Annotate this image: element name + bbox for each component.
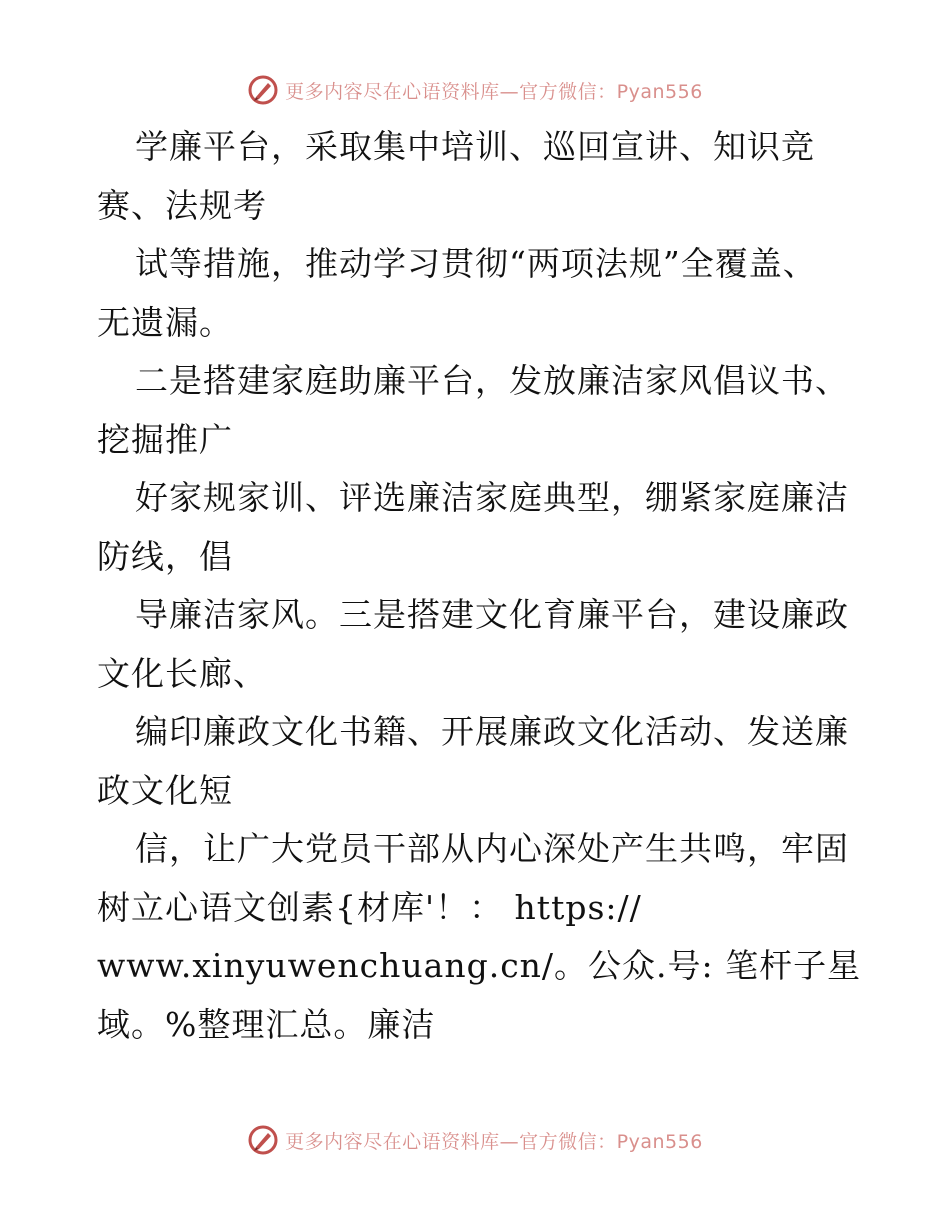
footer-banner-text: 更多内容尽在心语资料库—官方微信：Pyan556 [285,1130,703,1153]
header-banner [0,70,950,110]
document-body [97,118,877,1054]
text-line: 信，让广大党员干部从内心深处产生共鸣，牢固 [135,829,849,868]
text-line: 学廉平台，采取集中培训、巡回宣讲、知识竞 [135,127,815,166]
text-line: 编印廉政文化书籍、开展廉政文化活动、发送廉 [135,712,849,751]
text-line: 好家规家训、评选廉洁家庭典型，绷紧家庭廉洁 [135,478,849,517]
pen-logo-icon [247,1124,279,1156]
text-line: 域。%整理汇总。廉洁 [97,1004,436,1044]
text-line: www.xinyuwenchuang.cn/。公众.号: 笔杆子星 [97,946,862,985]
text-line: 文化长廊、 [97,653,267,693]
footer-banner [0,1120,950,1160]
header-banner-text: 更多内容尽在心语资料库—官方微信：Pyan556 [285,80,703,103]
text-line: 无遗漏。 [97,302,233,342]
text-line: 挖掘推广 [97,419,233,459]
text-line: 政文化短 [97,770,233,810]
text-line: 二是搭建家庭助廉平台，发放廉洁家风倡议书、 [135,361,849,400]
text-line: 赛、法规考 [97,185,267,225]
text-line: 树立心语文创素{材库'！： https:// [97,887,642,927]
pen-logo-icon [247,74,279,106]
text-line: 导廉洁家风。三是搭建文化育廉平台，建设廉政 [135,595,849,634]
text-line: 防线，倡 [97,536,233,576]
text-line: 试等措施，推动学习贯彻“两项法规”全覆盖、 [135,244,817,283]
